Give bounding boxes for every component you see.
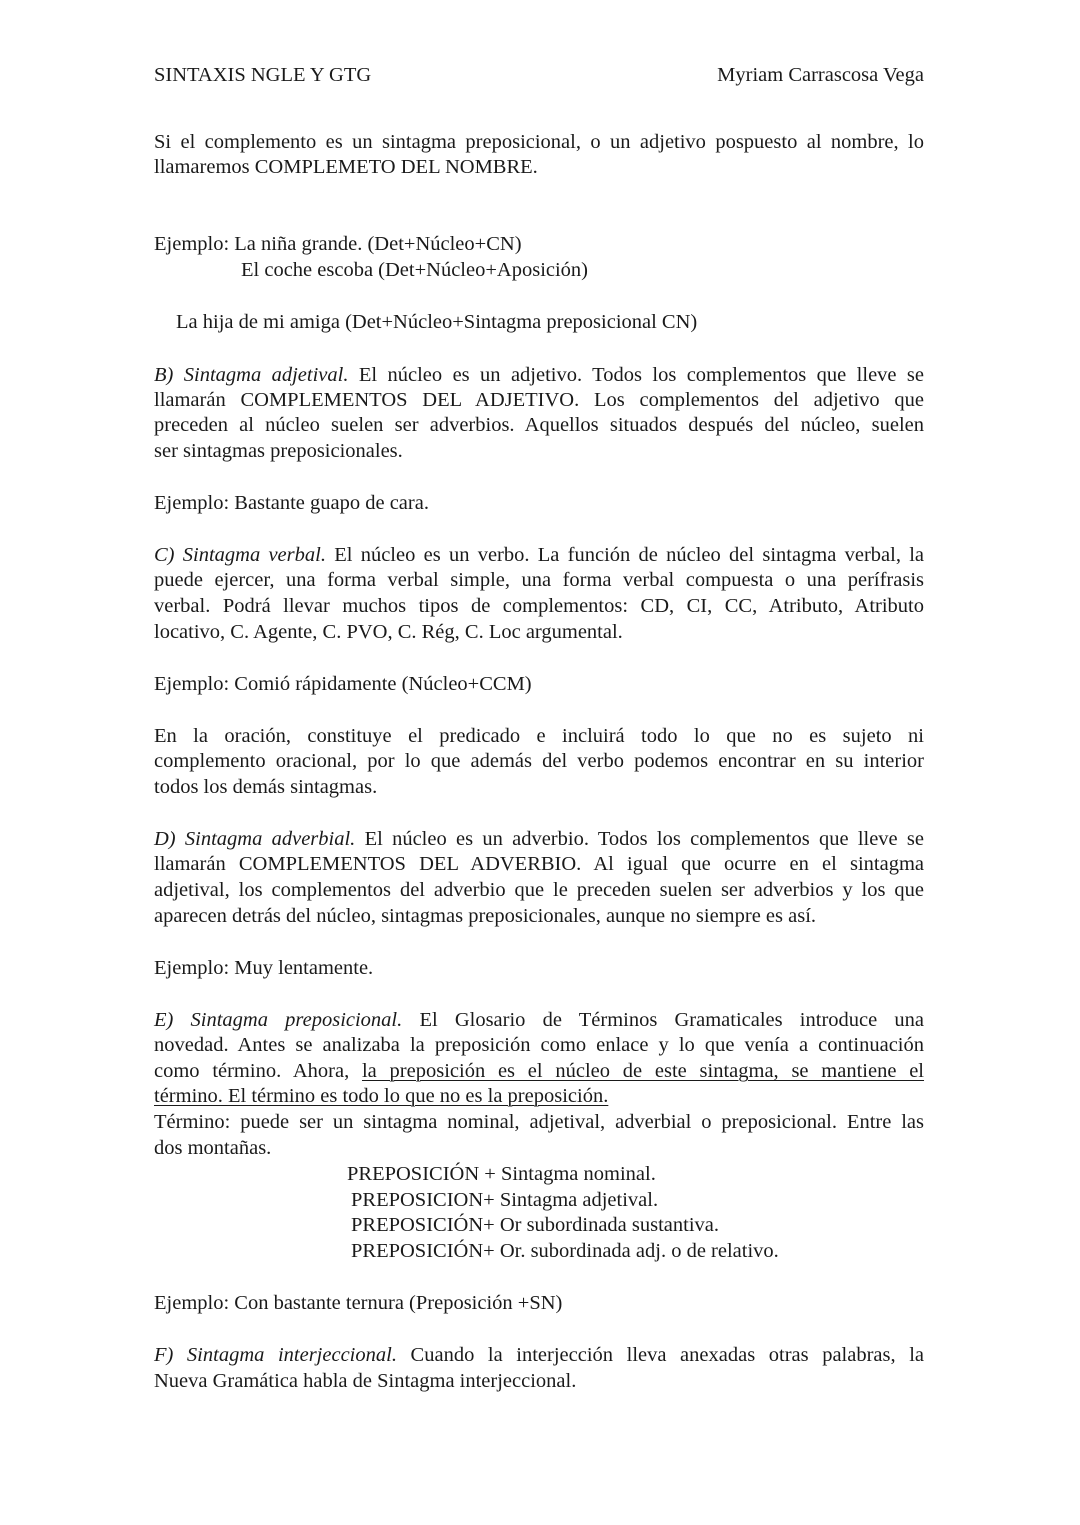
intro-line-2: llamaremos COMPLEMETO DEL NOMBRE. bbox=[154, 156, 538, 178]
preposition-list-item: PREPOSICIÓN+ Or subordinada sustantiva. bbox=[351, 1214, 720, 1236]
section-d-example: Ejemplo: Muy lentamente. bbox=[154, 957, 374, 979]
example-label: Ejemplo: bbox=[154, 233, 230, 255]
section-f-line-2: Nueva Gramática habla de Sintagma interjeccional. bbox=[154, 1370, 577, 1392]
example-text: La niña grande. (Det+Núcleo+CN) bbox=[234, 233, 522, 255]
section-f-title: F) Sintagma interjeccional. bbox=[154, 1344, 397, 1366]
section-c-line-1 bbox=[154, 543, 924, 568]
section-b-text: El núcleo es un adjetivo. Todos los complementos que lleve se bbox=[358, 364, 925, 386]
section-e-text-underlined: la preposición es el núcleo de este sintagma, se mantiene el bbox=[361, 1060, 925, 1082]
section-d-line-3: adjetival, los complementos del adverbio que le preceden suelen ser adverbios y los que bbox=[154, 879, 924, 901]
section-e-line-4 bbox=[154, 1084, 924, 1109]
section-b-line-3: preceden al núcleo suelen ser adverbios. Aquellos situados después del núcleo, suelen bbox=[154, 414, 924, 436]
section-b-title: B) Sintagma adjetival. bbox=[154, 364, 349, 386]
section-e-line-1 bbox=[154, 1008, 924, 1033]
section-e-line-2: novedad. Antes se analizaba la preposición como enlace y lo que venía a continuación bbox=[154, 1034, 924, 1056]
section-b-line-1 bbox=[154, 363, 924, 388]
section-e-text-plain: como término. Ahora, bbox=[154, 1060, 350, 1082]
example-line-3: La hija de mi amiga (Det+Núcleo+Sintagma preposicional CN) bbox=[176, 311, 698, 333]
section-c-p2-line-3: todos los demás sintagmas. bbox=[154, 776, 378, 798]
section-f-text: Cuando la interjección lleva anexadas otras palabras, la bbox=[410, 1344, 924, 1366]
example-line-2: El coche escoba (Det+Núcleo+Aposición) bbox=[241, 259, 589, 281]
preposition-list-item: PREPOSICIÓN + Sintagma nominal. bbox=[347, 1163, 656, 1185]
section-c-title: C) Sintagma verbal. bbox=[154, 544, 326, 566]
section-b-line-2: llamarán COMPLEMENTOS DEL ADJETIVO. Los complementos del adjetivo que bbox=[154, 389, 924, 411]
section-e-text: El Glosario de Términos Gramaticales introduce una bbox=[419, 1009, 925, 1031]
section-c-p2-line-1: En la oración, constituye el predicado e incluirá todo lo que no es sujeto ni bbox=[154, 725, 924, 747]
section-d-line-2: llamarán COMPLEMENTOS DEL ADVERBIO. Al igual que ocurre en el sintagma bbox=[154, 853, 924, 875]
section-c-line-4: locativo, C. Agente, C. PVO, C. Rég, C. Loc argumental. bbox=[154, 621, 623, 643]
section-b-example: Ejemplo: Bastante guapo de cara. bbox=[154, 492, 429, 514]
section-b-line-4: ser sintagmas preposicionales. bbox=[154, 440, 403, 462]
preposition-list-item: PREPOSICION+ Sintagma adjetival. bbox=[351, 1189, 659, 1211]
example-line-1 bbox=[154, 232, 924, 257]
section-f-line-1 bbox=[154, 1343, 924, 1368]
section-c-line-2: puede ejercer, una forma verbal simple, una forma verbal compuesta o una perífrasis bbox=[154, 569, 924, 591]
section-d-text: El núcleo es un adverbio. Todos los complementos que lleve se bbox=[364, 828, 924, 850]
intro-line-1: Si el complemento es un sintagma preposicional, o un adjetivo pospuesto al nombre, lo bbox=[154, 131, 924, 153]
preposition-list-item: PREPOSICIÓN+ Or. subordinada adj. o de relativo. bbox=[351, 1240, 779, 1262]
section-e-line-6: dos montañas. bbox=[154, 1137, 272, 1159]
header-author: Myriam Carrascosa Vega bbox=[717, 64, 924, 86]
section-c-line-3: verbal. Podrá llevar muchos tipos de complementos: CD, CI, CC, Atributo, Atributo bbox=[154, 595, 924, 617]
section-d-title: D) Sintagma adverbial. bbox=[154, 828, 356, 850]
section-e-line-5: Término: puede ser un sintagma nominal, adjetival, adverbial o preposicional. Entre las bbox=[154, 1111, 924, 1133]
section-c-text: El núcleo es un verbo. La función de núcleo del sintagma verbal, la bbox=[334, 544, 925, 566]
section-e-title: E) Sintagma preposicional. bbox=[154, 1009, 403, 1031]
section-d-line-1 bbox=[154, 827, 924, 852]
header-title: SINTAXIS NGLE Y GTG bbox=[154, 64, 372, 86]
section-c-p2-line-2: complemento oracional, por lo que además del verbo podemos encontrar en su interior bbox=[154, 750, 924, 772]
section-c-example: Ejemplo: Comió rápidamente (Núcleo+CCM) bbox=[154, 673, 532, 695]
section-e-line-3 bbox=[154, 1059, 924, 1084]
section-e-underlined-line: término. El término es todo lo que no es la preposición. bbox=[154, 1085, 609, 1107]
section-e-example: Ejemplo: Con bastante ternura (Preposición +SN) bbox=[154, 1292, 563, 1314]
section-d-line-4: aparecen detrás del núcleo, sintagmas preposicionales, aunque no siempre es así. bbox=[154, 905, 817, 927]
